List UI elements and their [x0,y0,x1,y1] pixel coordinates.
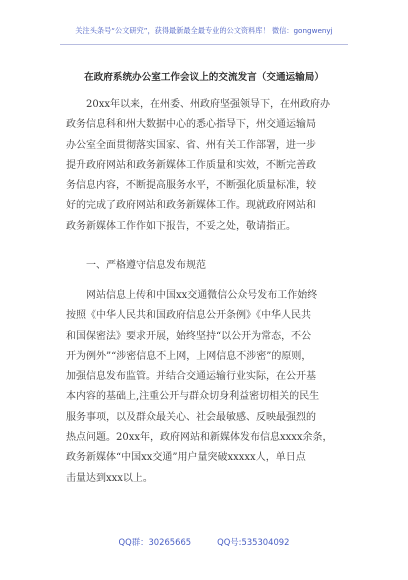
qq-group-text: QQ群：30265665 [118,537,192,547]
paragraph-line: 20xx年以来，在州委、州政府坚强领导下，在州政府办 [86,99,331,110]
header-banner: 关注头条号“公文研究”，获得最新最全最专业的公文资料库！ 微信：gongwenyj [75,26,333,35]
paragraph-line: 击量达到xxx以上。 [66,472,153,484]
paragraph-line: 服务事项，以及群众最关心、社会最敏感、反映最强烈的 [66,411,316,423]
paragraph-line: 务信息内容，不断提高服务水平，不断强化质量标准，较 [66,180,316,192]
paragraph-line: 网站信息上传和中国xx交通微信公众号发布工作始终 [86,290,318,301]
paragraph-line: 办公室全面贯彻落实国家、省、州有关工作部署，进一步 [66,139,316,151]
document-title: 在政府系统办公室工作会议上的交流发言（交通运输局） [84,72,324,83]
paragraph-1 [66,95,348,237]
section-heading-text: 一、严格遵守信息发布规范 [86,260,206,271]
paragraph-line: 政务信息科和州大数据中心的悉心指导下，州交通运输局 [66,119,316,131]
paragraph-line: 加强信息发布监管。并结合交通运输行业实际，在公开基 [66,371,316,383]
paragraph-line: 本内容的基础上,注重公开与群众切身利益密切相关的民生 [66,391,320,403]
paragraph-line: 政务新媒体工作作如下报告，不妥之处，敬请指正。 [66,220,296,232]
paragraph-line: 政务新媒体“中国xx交通”用户量突破xxxxx人，单日点 [66,452,306,464]
paragraph-line: 提升政府网站和政务新媒体工作质量和实效，不断完善政 [66,159,316,171]
paragraph-line: 和国保密法》要求开展，始终坚持“以公开为常态，不公 [66,330,312,342]
paragraph-line: 热点问题。20xx年，政府网站和新媒体发布信息xxxx余条， [66,432,333,444]
paragraph-2 [66,286,348,489]
footer-contact [0,536,408,548]
qq-number-text: QQ号:535304092 [217,537,290,547]
section-heading [66,256,348,276]
header-divider [60,44,348,45]
paragraph-line: 好的完成了政府网站和政务新媒体工作。现就政府网站和 [66,200,316,212]
paragraph-line: 按照《中华人民共和国政府信息公开条例》《中华人民共 [66,310,311,322]
paragraph-line: 开为例外”“涉密信息不上网，上网信息不涉密”的原则， [66,350,312,362]
